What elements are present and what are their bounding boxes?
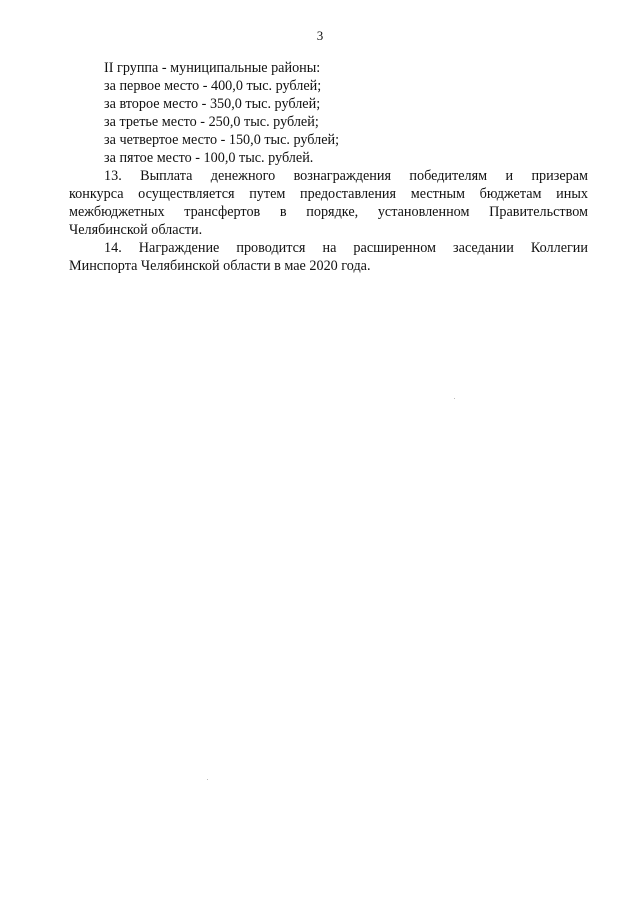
paragraph-line: Минспорта Челябинской области в мае 2020 года. [69, 258, 371, 274]
list-item: за четвертое место - 150,0 тыс. рублей; [104, 132, 340, 148]
list-item: за третье место - 250,0 тыс. рублей; [104, 114, 319, 130]
paragraph-line: Челябинской области. [69, 222, 203, 238]
paragraph-line: конкурса осуществляется путем предоставления местным бюджетам иных [69, 186, 588, 202]
paragraph-13 [69, 167, 588, 239]
paragraph-line: 14. Награждение проводится на расширенном заседании Коллегии [104, 240, 588, 256]
page-number: 3 [316, 28, 324, 43]
group-header: II группа - муниципальные районы: [104, 60, 321, 76]
list-item: за пятое место - 100,0 тыс. рублей. [104, 150, 314, 166]
group-list [69, 59, 588, 167]
list-item: за второе место - 350,0 тыс. рублей; [104, 96, 321, 112]
paragraph-14 [69, 239, 588, 275]
paragraph-line: 13. Выплата денежного вознаграждения победителям и призерам [104, 168, 588, 184]
scan-speck [207, 779, 208, 780]
list-item: за первое место - 400,0 тыс. рублей; [104, 78, 322, 94]
document-body [69, 59, 588, 275]
paragraph-line: межбюджетных трансфертов в порядке, установленном Правительством [69, 204, 588, 220]
scan-speck [454, 398, 455, 399]
